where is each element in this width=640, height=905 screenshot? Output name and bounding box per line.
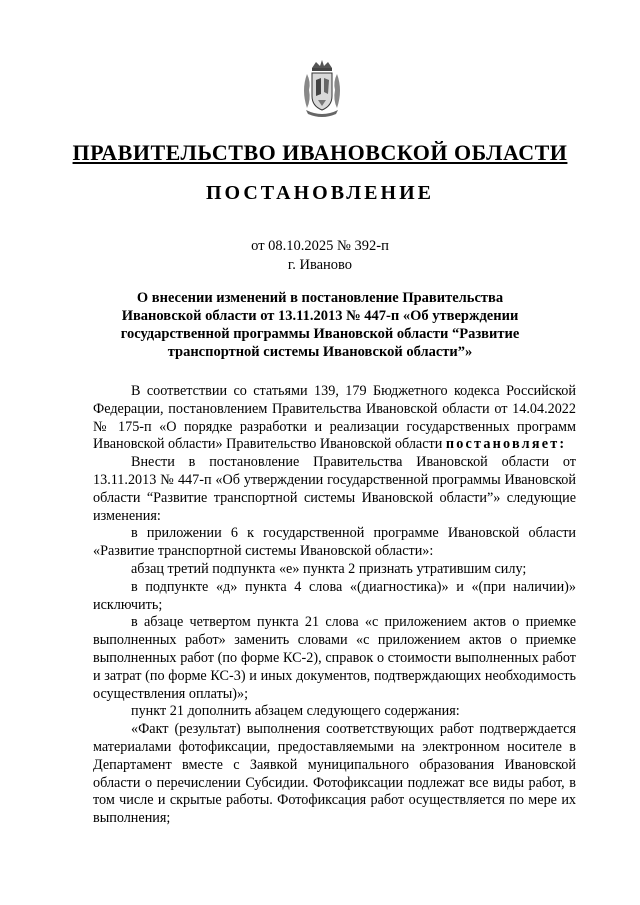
organization-title: ПРАВИТЕЛЬСТВО ИВАНОВСКОЙ ОБЛАСТИ (72, 140, 568, 165)
resolves-word: постановляет: (445, 436, 567, 453)
subject-line: Ивановской области от 13.11.2013 № 447-п «Об утверждении (121, 308, 519, 324)
document-meta (0, 237, 640, 275)
coat-of-arms-icon (298, 60, 346, 118)
paragraph-text: В соответствии со статьями 139, 179 Бюджетного кодекса Российской Федерации, постановлением Правительства Ивановской области от 14.04.2022 № 175-п «О порядке разработки и реализации государственных программ Ивановской области» Правительство Ивановской области (93, 383, 576, 453)
paragraph (93, 383, 576, 454)
paragraph: пункт 21 дополнить абзацем следующего содержания: (131, 703, 460, 720)
subject-line: государственной программы Ивановской области “Развитие (120, 326, 520, 342)
paragraph: в абзаце четвертом пункта 21 слова «с приложением актов о приемке выполненных работ» заменить словами «с приложением актов о приемке выполненных работ (по форме КС-2), справок о стоимости выполненных работ и затрат (по форме КС-3) и иных документов, подтверждающих необходимость осуществления оплаты)»; (93, 614, 576, 702)
document-body (93, 383, 576, 828)
date-number: от 08.10.2025 № 392-п (251, 238, 389, 254)
paragraph: в подпункте «д» пункта 4 слова «(диагностика)» и «(при наличии)» исключить; (93, 578, 576, 613)
subject-line: О внесении изменений в постановление Правительства (136, 290, 504, 306)
paragraph: Внести в постановление Правительства Ивановской области от 13.11.2013 № 447-п «Об утверждении государственной программы Ивановской области “Развитие транспортной системы Ивановской области”» следующие изменения: (93, 454, 576, 524)
subject-line: транспортной системы Ивановской области”» (167, 344, 473, 360)
document-subject (100, 289, 540, 361)
city: г. Иваново (287, 257, 353, 273)
paragraph: в приложении 6 к государственной программе Ивановской области «Развитие транспортной системы Ивановской области»: (93, 525, 576, 560)
paragraph: «Факт (результат) выполнения соответствующих работ подтверждается материалами фотофиксации, предоставляемыми на электронном носителе в Департамент вместе с Заявкой муниципального образования Ивановской области о перечислении Субсидии. Фотофиксации подлежат все виды работ, в том числе и скрытые работы. Фотофиксация работ осуществляется по мере их выполнения; (93, 721, 576, 827)
paragraph: абзац третий подпункта «е» пункта 2 признать утратившим силу; (131, 560, 527, 577)
document-type: ПОСТАНОВЛЕНИЕ (206, 182, 434, 204)
